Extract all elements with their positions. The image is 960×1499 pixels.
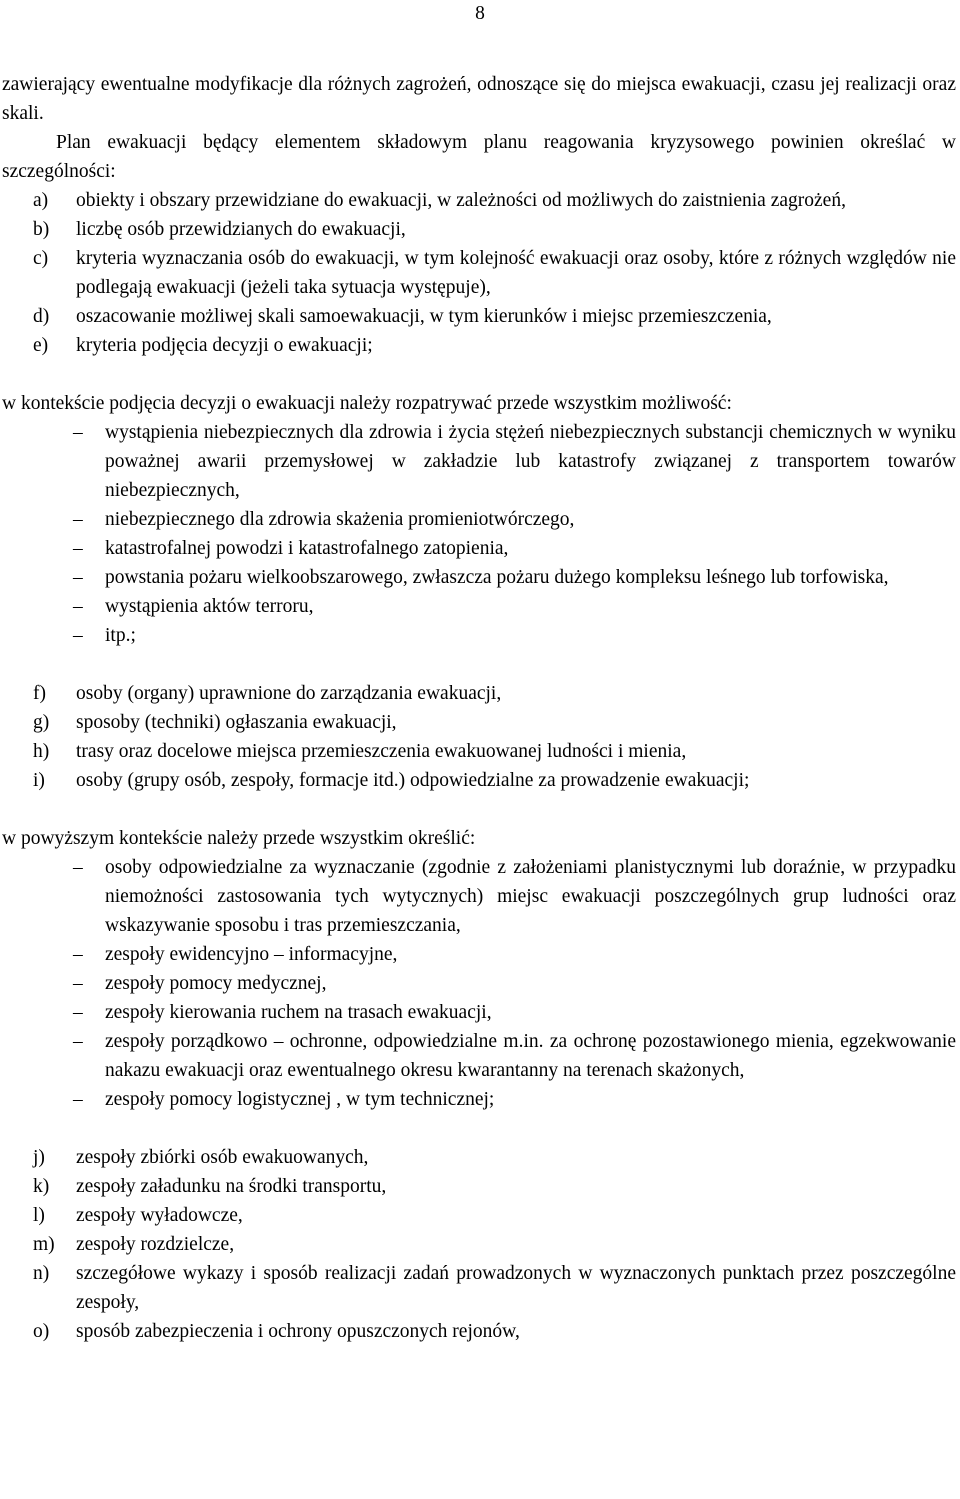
dash-marker: – <box>73 625 83 646</box>
list-item <box>2 1201 956 1230</box>
list-marker: d) <box>33 306 50 327</box>
dash-item-text: niebezpiecznego dla zdrowia skażenia promieniotwórczego, <box>105 509 575 530</box>
list-item-text: oszacowanie możliwej skali samoewakuacji, w tym kierunków i miejsc przemieszczenia, <box>76 306 772 327</box>
list-item-text: liczbę osób przewidzianych do ewakuacji, <box>76 219 406 240</box>
list-item-text: trasy oraz docelowe miejsca przemieszczenia ewakuowanej ludności i mienia, <box>76 741 687 762</box>
dash-marker: – <box>73 1089 83 1110</box>
dash-marker: – <box>73 567 83 588</box>
dash-list-item <box>2 1027 956 1085</box>
list-marker: a) <box>33 190 49 211</box>
list-item <box>2 302 956 331</box>
dash-item-text: katastrofalnej powodzi i katastrofalnego zatopienia, <box>105 538 509 559</box>
list-item-text: zespoły rozdzielcze, <box>76 1234 235 1255</box>
list-item <box>2 1143 956 1172</box>
list-marker: g) <box>33 712 50 733</box>
dash-marker: – <box>73 944 83 965</box>
dash-marker: – <box>73 1002 83 1023</box>
list-item <box>2 708 956 737</box>
list-marker: c) <box>33 248 49 269</box>
list-marker: l) <box>33 1205 45 1226</box>
plan-intro-paragraph: Plan ewakuacji będący elementem składowym planu reagowania kryzysowego powinien określać w szczególności: <box>2 132 956 182</box>
dash-list-teams <box>2 853 956 1114</box>
list-item-text: szczegółowe wykazy i sposób realizacji zadań prowadzonych w wyznaczonych punktach przez poszczególne zespoły, <box>76 1263 956 1313</box>
dash-item-text: zespoły porządkowo – ochronne, odpowiedzialne m.in. za ochronę pozostawionego mienia, egzekwowanie nakazu ewakuacji oraz ewentualnego okresu kwarantanny na terenach skażonych, <box>105 1031 956 1081</box>
list-item <box>2 186 956 215</box>
list-marker: h) <box>33 741 50 762</box>
dash-list-item <box>2 1085 956 1114</box>
list-item-text: kryteria wyznaczania osób do ewakuacji, w tym kolejność ewakuacji oraz osoby, które z różnych względów nie podlegają ewakuacji (jeżeli taka sytuacja występuje), <box>76 248 956 298</box>
list-item-text: sposoby (techniki) ogłaszania ewakuacji, <box>76 712 397 733</box>
list-item-text: sposób zabezpieczenia i ochrony opuszczonych rejonów, <box>76 1321 520 1342</box>
dash-item-text: wystąpienia aktów terroru, <box>105 596 314 617</box>
list-item <box>2 215 956 244</box>
dash-item-text: osoby odpowiedzialne za wyznaczanie (zgodnie z założeniami planistycznymi lub doraźnie, w przypadku niemożności zastosowania tych wytycznych) miejsc ewakuacji poszczególnych grup ludności oraz wskazywanie sposobu i tras przemieszczania, <box>105 857 956 936</box>
dash-item-text: itp.; <box>105 625 136 646</box>
dash-item-text: zespoły kierowania ruchem na trasach ewakuacji, <box>105 1002 492 1023</box>
list-item <box>2 737 956 766</box>
list-item-text: osoby (grupy osób, zespoły, formacje itd.) odpowiedzialne za prowadzenie ewakuacji; <box>76 770 750 791</box>
dash-list-item <box>2 621 956 650</box>
dash-marker: – <box>73 509 83 530</box>
dash-item-text: wystąpienia niebezpiecznych dla zdrowia i życia stężeń niebezpiecznych substancji chemicznych w wyniku poważnej awarii przemysłowej w zakładzie lub katastrofy związanej z transportem towarów niebezpiecznych, <box>105 422 956 501</box>
context-paragraph: w powyższym kontekście należy przede wszystkim określić: <box>2 828 476 849</box>
dash-list-item <box>2 592 956 621</box>
list-item <box>2 1172 956 1201</box>
list-marker: k) <box>33 1176 50 1197</box>
dash-list-item <box>2 505 956 534</box>
dash-marker: – <box>73 538 83 559</box>
list-item <box>2 1230 956 1259</box>
spacer <box>2 1114 956 1143</box>
document-body <box>2 70 956 1346</box>
dash-list-item <box>2 534 956 563</box>
list-item-text: zespoły wyładowcze, <box>76 1205 243 1226</box>
dash-list-item <box>2 940 956 969</box>
dash-item-text: zespoły pomocy logistycznej , w tym technicznej; <box>105 1089 495 1110</box>
dash-list-item <box>2 563 956 592</box>
spacer <box>2 650 956 679</box>
list-item-text: obiekty i obszary przewidziane do ewakuacji, w zależności od możliwych do zaistnienia zagrożeń, <box>76 190 846 211</box>
list-a-e <box>2 186 956 360</box>
list-j-o <box>2 1143 956 1346</box>
list-item <box>2 679 956 708</box>
intro-paragraph: zawierający ewentualne modyfikacje dla różnych zagrożeń, odnoszące się do miejsca ewakuacji, czasu jej realizacji oraz skali. <box>2 74 956 124</box>
dash-marker: – <box>73 1031 83 1052</box>
list-item <box>2 1317 956 1346</box>
dash-list-hazards <box>2 418 956 650</box>
list-item-text: kryteria podjęcia decyzji o ewakuacji; <box>76 335 373 356</box>
list-item <box>2 331 956 360</box>
list-f-i <box>2 679 956 795</box>
list-marker: e) <box>33 335 49 356</box>
list-marker: b) <box>33 219 50 240</box>
dash-list-item <box>2 853 956 940</box>
list-marker: f) <box>33 683 46 704</box>
list-item <box>2 244 956 302</box>
list-marker: i) <box>33 770 45 791</box>
list-marker: o) <box>33 1321 50 1342</box>
list-marker: j) <box>33 1147 45 1168</box>
context-paragraph: w kontekście podjęcia decyzji o ewakuacji należy rozpatrywać przede wszystkim możliwość: <box>2 393 732 414</box>
page-number: 8 <box>475 3 485 24</box>
list-marker: m) <box>33 1234 55 1255</box>
dash-list-item <box>2 969 956 998</box>
spacer <box>2 795 956 824</box>
dash-item-text: zespoły ewidencyjno – informacyjne, <box>105 944 398 965</box>
dash-marker: – <box>73 973 83 994</box>
list-marker: n) <box>33 1263 50 1284</box>
list-item-text: osoby (organy) uprawnione do zarządzania ewakuacji, <box>76 683 502 704</box>
dash-item-text: zespoły pomocy medycznej, <box>105 973 327 994</box>
dash-marker: – <box>73 596 83 617</box>
list-item-text: zespoły załadunku na środki transportu, <box>76 1176 387 1197</box>
list-item-text: zespoły zbiórki osób ewakuowanych, <box>76 1147 369 1168</box>
spacer <box>2 360 956 389</box>
dash-marker: – <box>73 422 83 443</box>
dash-marker: – <box>73 857 83 878</box>
dash-list-item <box>2 998 956 1027</box>
dash-list-item <box>2 418 956 505</box>
dash-item-text: powstania pożaru wielkoobszarowego, zwłaszcza pożaru dużego kompleksu leśnego lub torfowiska, <box>105 567 889 588</box>
list-item <box>2 1259 956 1317</box>
list-item <box>2 766 956 795</box>
